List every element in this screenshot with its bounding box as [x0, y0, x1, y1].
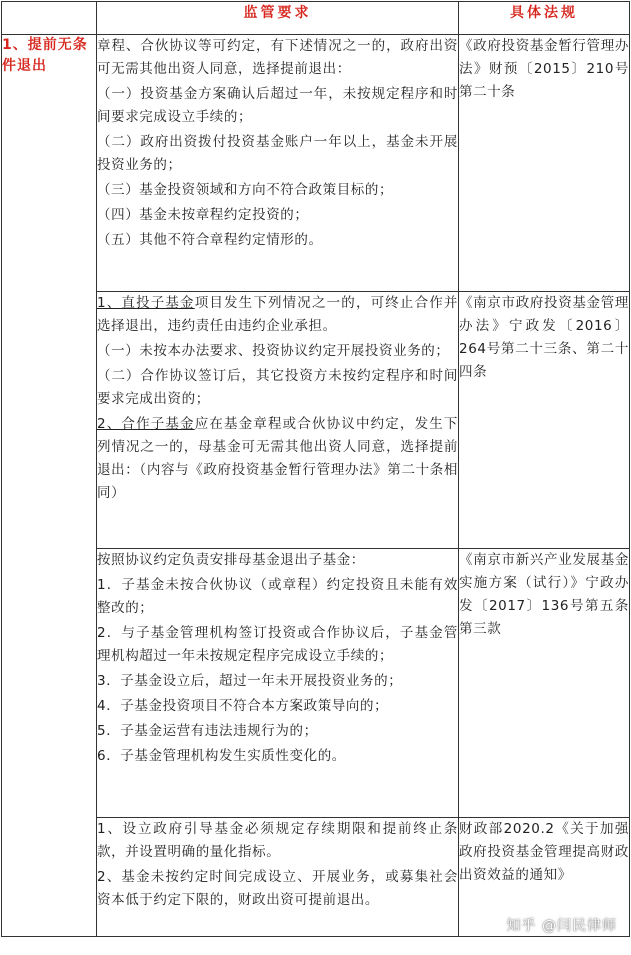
regulation-table: [1, 1, 630, 937]
regulation-cell: 《政府投资基金暂行管理办法》财预〔2015〕210号第二十条: [459, 35, 630, 292]
requirement-text: （一）未按本办法要求、投资协议约定开展投资业务的；: [97, 343, 450, 359]
underlined-subject: 2、合作子基金: [97, 416, 195, 432]
underlined-subject: 1、直投子基金: [97, 295, 195, 311]
regulation-cell: 《南京市新兴产业发展基金实施方案（试行）》宁政办发〔2017〕136号第五条第三款: [459, 549, 630, 818]
requirement-text: （一）投资基金方案确认后超过一年，未按规定程序和时间要求完成设立手续的；: [97, 86, 458, 125]
regulation-cell: 财政部2020.2《关于加强政府投资基金管理提高财政出资效益的通知》: [459, 818, 630, 937]
requirement-cell: [97, 549, 459, 818]
table-row: [2, 292, 630, 549]
requirement-text: （五）其他不符合章程约定情形的。: [97, 232, 323, 248]
table-row: [2, 549, 630, 818]
requirement-text: （二）政府出资拨付投资基金账户一年以上，基金未开展投资业务的；: [97, 134, 458, 173]
requirement-cell: [97, 818, 459, 937]
requirement-text: 2、基金未按约定时间完成设立、开展业务，或募集社会资本低于约定下限的，财政出资可提前退出。: [97, 869, 458, 908]
requirement-text: 5．子基金运营有违法违规行为的；: [97, 723, 318, 739]
regulation-cell: 《南京市政府投资基金管理办法》宁政发〔2016〕264号第二十三条、第二十四条: [459, 292, 630, 549]
requirement-text: 按照协议约定负责安排母基金退出子基金：: [97, 552, 365, 568]
category-cell: 1、提前无条件退出: [2, 35, 97, 937]
requirement-text: 1、设立政府引导基金必须规定存续期限和提前终止条款，并设置明确的量化指标。: [97, 821, 458, 860]
requirement-text: 章程、合伙协议等可约定，有下述情况之一的，政府出资可无需其他出资人同意，选择提前退出：: [97, 38, 458, 77]
header-requirements: 监管要求: [97, 2, 459, 35]
requirement-text: （三）基金投资领域和方向不符合政策目标的；: [97, 182, 394, 198]
requirement-text: 2、合作子基金应在基金章程或合伙协议中约定，发生下列情况之一的，母基金可无需其他出资人同意，选择提前退出：（内容与《政府投资基金暂行管理办法》第二十条相同）: [97, 416, 458, 501]
requirement-text: 1．子基金未按合伙协议（或章程）约定投资且未能有效整改的；: [97, 577, 458, 616]
requirement-cell: [97, 292, 459, 549]
requirement-text: 3．子基金设立后，超过一年未开展投资业务的；: [97, 673, 403, 689]
requirement-text: 1、直投子基金项目发生下列情况之一的，可终止合作并选择退出，违约责任由违约企业承担。: [97, 295, 458, 334]
table-row: [2, 35, 630, 292]
requirement-text: 2．与子基金管理机构签订投资或合作协议后，子基金管理机构超过一年未按规定程序完成设立手续的；: [97, 625, 458, 664]
requirement-text: （四）基金未按章程约定投资的；: [97, 207, 309, 223]
requirement-text: 6．子基金管理机构发生实质性变化的。: [97, 748, 346, 764]
header-regulations: 具体法规: [459, 2, 630, 35]
requirement-text: （二）合作协议签订后，其它投资方未按约定程序和时间要求完成出资的；: [97, 368, 458, 407]
watermark: 知乎 @闫民律师: [506, 918, 617, 934]
requirement-text: 4．子基金投资项目不符合本方案政策导向的；: [97, 698, 389, 714]
header-row: [2, 2, 630, 35]
header-blank: [2, 2, 97, 35]
requirement-cell: [97, 35, 459, 292]
